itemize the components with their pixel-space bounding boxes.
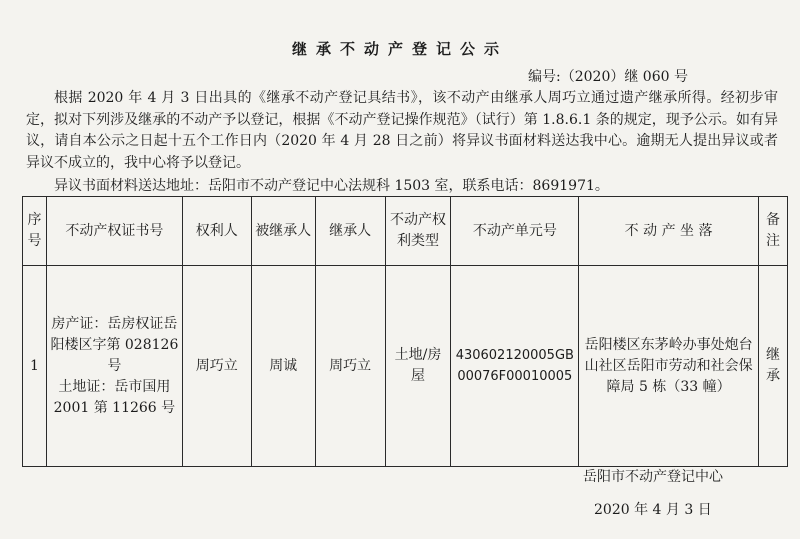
cell-owner: 周巧立 (182, 266, 251, 467)
header-decedent: 被继承人 (251, 197, 315, 266)
cell-right-type: 土地/房屋 (385, 266, 451, 467)
header-location: 不 动 产 坐 落 (579, 197, 759, 266)
cell-seq: 1 (23, 266, 47, 467)
header-remark: 备注 (758, 197, 787, 266)
document-title: 继承不动产登记公示 (291, 40, 508, 58)
cell-heir: 周巧立 (315, 266, 385, 467)
objection-address: 异议书面材料送达地址：岳阳市不动产登记中心法规科 1503 室，联系电话：8691971。 (54, 178, 609, 194)
cell-remark: 继承 (758, 266, 787, 467)
signature-org: 岳阳市不动产登记中心 (583, 469, 723, 485)
header-seq: 序号 (23, 197, 47, 266)
cell-location: 岳阳楼区东茅岭办事处炮台山社区岳阳市劳动和社会保障局 5 栋（33 幢） (579, 266, 759, 467)
cell-cert (46, 266, 182, 467)
signature-date: 2020 年 4 月 3 日 (594, 502, 712, 518)
cert-house: 房产证：岳房权证岳阳楼区字第 028126 号 (50, 315, 179, 374)
table-row (23, 266, 788, 467)
header-unit-no: 不动产单元号 (451, 197, 579, 266)
table-header-row (23, 197, 788, 266)
document-number: 编号:（2020）继 060 号 (528, 69, 688, 85)
property-table (22, 196, 788, 467)
notice-body: 根据 2020 年 4 月 3 日出具的《继承不动产登记具结书》，该不动产由继承人周巧立通过遗产继承所得。经初步审定，拟对下列涉及继承的不动产予以登记，根据《不动产登记操作规范》（试行）第 1.8.6.1 条的规定，现予公示。如有异议，请自本公示之日起十五个工作日内（2020 年 4 月 28 日之前）将异议书面材料送达我中心。逾期无人提出异议或者异议不成立的，我中心将予以登记。 (26, 90, 778, 171)
cell-unit-no: 430602120005GB00076F00010005 (451, 266, 579, 467)
cert-land: 土地证：岳市国用 2001 第 11266 号 (53, 378, 176, 416)
header-heir: 继承人 (315, 197, 385, 266)
cell-decedent: 周诚 (251, 266, 315, 467)
header-owner: 权利人 (182, 197, 251, 266)
header-cert: 不动产权证书号 (46, 197, 182, 266)
header-right-type: 不动产权利类型 (385, 197, 451, 266)
